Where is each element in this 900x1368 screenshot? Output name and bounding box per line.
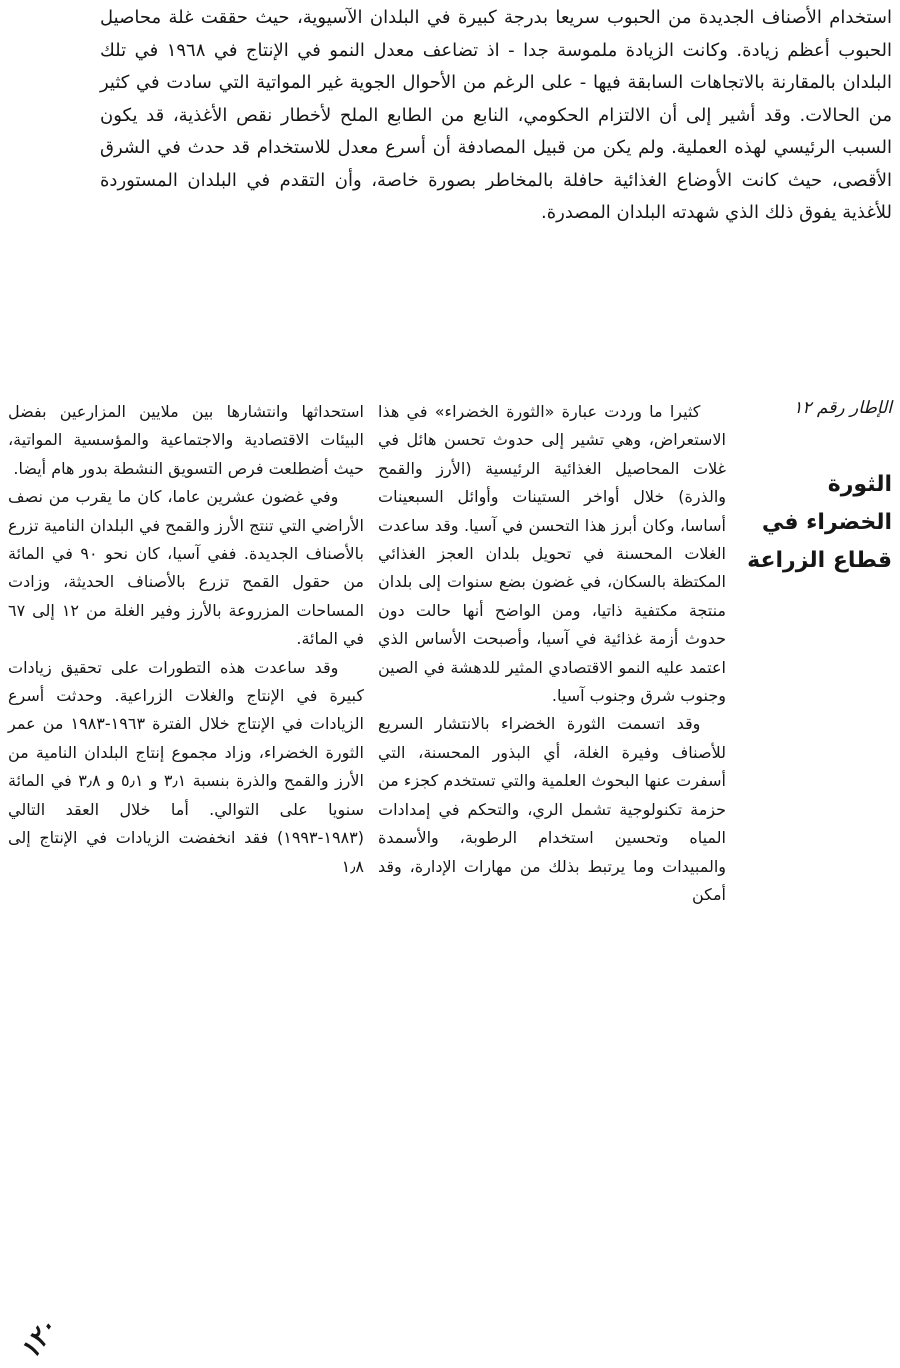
article-side-header xyxy=(740,398,892,580)
article-title: الثورة الخضراء في قطاع الزراعة xyxy=(747,472,892,573)
top-paragraph: استخدام الأصناف الجديدة من الحبوب سريعا بدرجة كبيرة في البلدان الآسيوية، حيث حققت غلة محاصيل الحبوب أعظم زيادة. وكانت الزيادة ملموسة جدا - اذ تضاعف معدل النمو في الإنتاج في ١٩٦٨ في تلك البلدان بالمقارنة بالاتجاهات السابقة فيها - على الرغم من الأحوال الجوية غير المواتية التي سادت في كثير من الحالات. وقد أشير إلى أن الالتزام الحكومي، النابع من الطابع الملح لأخطار نقص الأغذية، قد يكون السبب الرئيسي لهذه العملية. ولم يكن من قبيل المصادفة أن أسرع معدل للاستخدام قد حدث في الشرق الأقصى، حيث كانت الأوضاع الغذائية حافلة بالمخاطر بصورة خاصة، وأن التقدم في البلدان المستوردة للأغذية يفوق ذلك الذي شهدته البلدان المصدرة. xyxy=(100,7,892,223)
text-column-second xyxy=(8,398,364,881)
text-column-first xyxy=(378,398,726,909)
paragraph: وقد اتسمت الثورة الخضراء بالانتشار السريع للأصناف وفيرة الغلة، أي البذور المحسنة، التي أسفرت عنها البحوث العلمية والتي تستخدم كجزء من حزمة تكنولوجية تشمل الري، والتحكم في إمدادات المياه وتحسين استخدام الرطوبة، والأسمدة والمبيدات وما يرتبط بذلك من مهارات الإدارة، وقد أمكن xyxy=(378,714,726,904)
paragraph: كثيرا ما وردت عبارة «الثورة الخضراء» في هذا الاستعراض، وهي تشير إلى حدوث تحسن هائل في غلات المحاصيل الغذائية الرئيسية (الأرز والقمح والذرة) خلال أواخر الستينات وأوائل السبعينات أساسا، وكان أبرز هذا التحسن في آسيا. وقد ساعدت الغلات المحسنة في تحويل بلدان العجز الغذائي المكتظة بالسكان، في غضون بضع سنوات إلى بلدان منتجة مكتفية ذاتيا، ومن الواضح أنها حالت دون حدوث أزمة غذائية في آسيا، وأصبحت الأساس الذي اعتمد عليه النمو الاقتصادي المثير للدهشة في الصين وجنوب شرق وجنوب آسيا. xyxy=(378,402,726,706)
page-number: ١٢٠ xyxy=(14,1313,64,1365)
frame-number-label: الإطار رقم ١٢ xyxy=(793,398,892,418)
paragraph: وفي غضون عشرين عاما، كان ما يقرب من نصف الأراضي التي تنتج الأرز والقمح في البلدان النامية تزرع بالأصناف الجديدة. ففي آسيا، كان نحو ٩٠ في المائة من حقول القمح تزرع بالأصناف الحديثة، وزادت المساحات المزروعة بالأرز وفير الغلة من ١٢ إلى ٦٧ في المائة. xyxy=(8,487,365,649)
paragraph: وقد ساعدت هذه التطورات على تحقيق زيادات كبيرة في الإنتاج والغلات الزراعية. وحدثت أسرع الزيادات في الإنتاج خلال الفترة ١٩٦٣-١٩٨٣ من عمر الثورة الخضراء، وزاد مجموع إنتاج البلدان النامية من الأرز والقمح والذرة بنسبة ٣٫١ و ٥٫١ و ٣٫٨ في المائة سنويا على التوالي. أما خلال العقد التالي (١٩٨٣-١٩٩٣) فقد انخفضت الزيادات في الإنتاج إلى ١٫٨ xyxy=(8,657,365,876)
boxed-article xyxy=(8,398,892,1298)
paragraph: استحداثها وانتشارها بين ملايين المزارعين بفضل البيئات الاقتصادية والاجتماعية والمؤسسية المواتية، حيث أضطلعت فرص التسويق النشطة بدور هام أيضا. xyxy=(8,402,364,478)
